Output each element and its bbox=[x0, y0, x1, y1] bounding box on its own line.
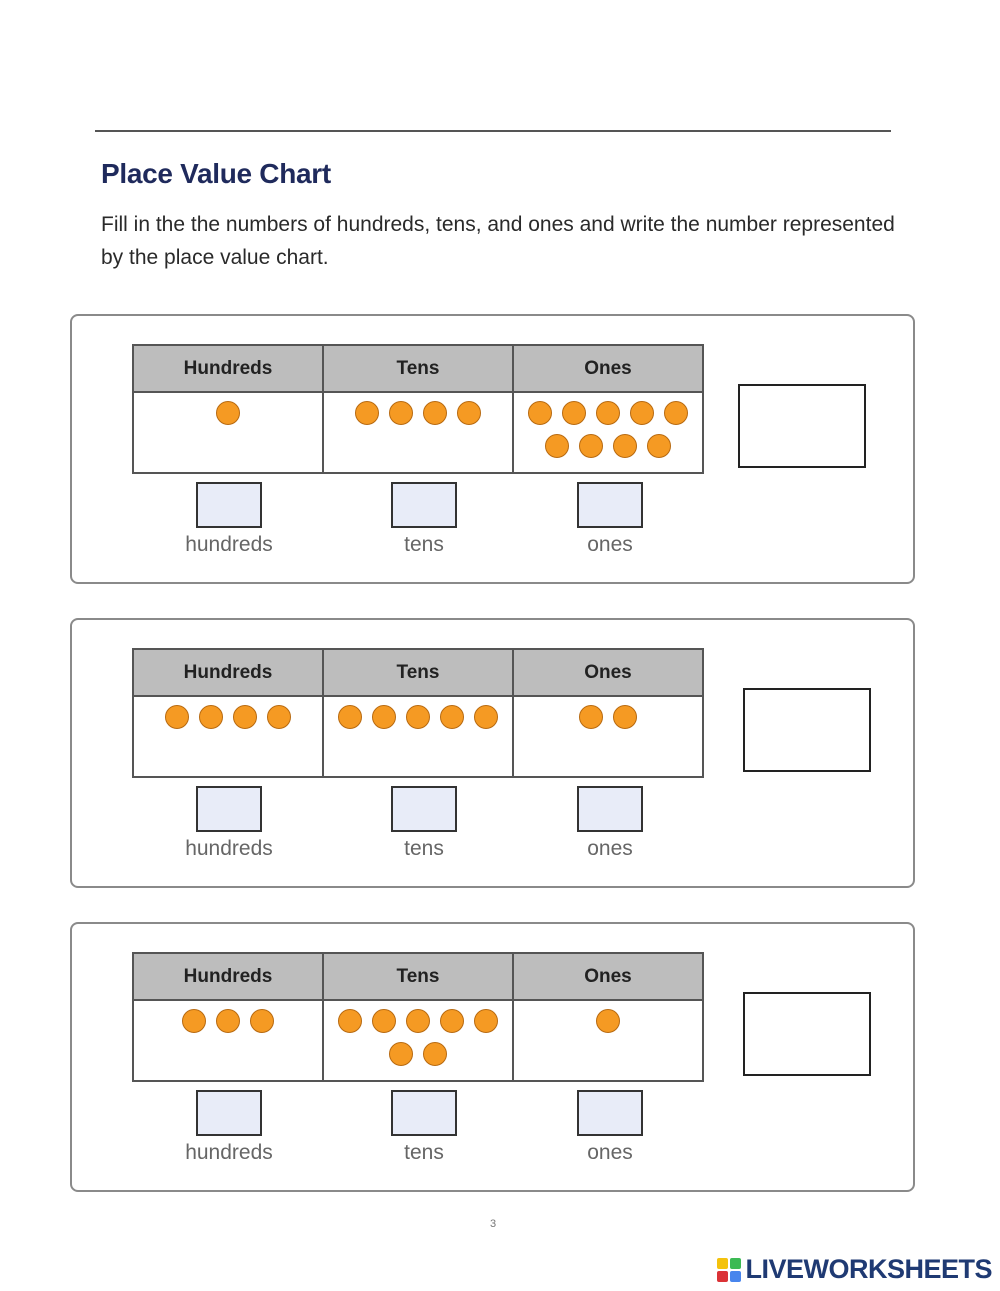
hundreds-label: hundreds bbox=[185, 1141, 273, 1164]
column-header-ones: Ones bbox=[514, 650, 702, 697]
counter-dot bbox=[267, 705, 291, 729]
tens-dots bbox=[324, 1001, 512, 1080]
counter-dot bbox=[406, 1009, 430, 1033]
top-divider bbox=[95, 130, 891, 132]
hundreds-column bbox=[134, 346, 322, 472]
place-value-table bbox=[132, 344, 704, 474]
ones-label: ones bbox=[587, 837, 633, 860]
counter-dot bbox=[250, 1009, 274, 1033]
counter-dot bbox=[545, 434, 569, 458]
tens-label: tens bbox=[404, 533, 444, 556]
brand-name: LIVEWORKSHEETS bbox=[745, 1254, 992, 1284]
counter-dot bbox=[596, 1009, 620, 1033]
liveworksheets-icon bbox=[717, 1258, 741, 1282]
ones-dots bbox=[514, 393, 702, 472]
counter-dot bbox=[233, 705, 257, 729]
counter-dot bbox=[647, 434, 671, 458]
counter-dot bbox=[199, 705, 223, 729]
hundreds-dots bbox=[134, 393, 322, 472]
number-answer-box[interactable] bbox=[743, 992, 871, 1076]
counter-dot bbox=[664, 401, 688, 425]
hundreds-input-box[interactable] bbox=[196, 482, 262, 528]
counter-dot bbox=[562, 401, 586, 425]
problem-card-3 bbox=[70, 922, 915, 1192]
counter-dot bbox=[579, 434, 603, 458]
counter-dot bbox=[474, 705, 498, 729]
ones-dots bbox=[514, 697, 702, 776]
counter-dot bbox=[389, 1042, 413, 1066]
hundreds-dots bbox=[134, 697, 322, 776]
counter-dot bbox=[372, 1009, 396, 1033]
ones-input-box[interactable] bbox=[577, 1090, 643, 1136]
ones-column bbox=[512, 650, 702, 776]
hundreds-input-box[interactable] bbox=[196, 786, 262, 832]
hundreds-column bbox=[134, 650, 322, 776]
hundreds-label: hundreds bbox=[185, 533, 273, 556]
logo-square bbox=[730, 1258, 741, 1269]
column-header-tens: Tens bbox=[324, 650, 512, 697]
ones-column bbox=[512, 346, 702, 472]
counter-dot bbox=[338, 705, 362, 729]
tens-label: tens bbox=[404, 837, 444, 860]
page-number: 3 bbox=[489, 1218, 497, 1230]
ones-column bbox=[512, 954, 702, 1080]
hundreds-dots bbox=[134, 1001, 322, 1080]
column-header-tens: Tens bbox=[324, 346, 512, 393]
logo-square bbox=[717, 1271, 728, 1282]
counter-dot bbox=[423, 401, 447, 425]
column-header-tens: Tens bbox=[324, 954, 512, 1001]
counter-dot bbox=[596, 401, 620, 425]
hundreds-input-box[interactable] bbox=[196, 1090, 262, 1136]
page-title: Place Value Chart bbox=[101, 158, 331, 189]
number-answer-box[interactable] bbox=[743, 688, 871, 772]
tens-dots bbox=[324, 697, 512, 776]
counter-dot bbox=[372, 705, 396, 729]
problem-card-2 bbox=[70, 618, 915, 888]
ones-label: ones bbox=[587, 533, 633, 556]
counter-dot bbox=[579, 705, 603, 729]
logo-square bbox=[730, 1271, 741, 1282]
counter-dot bbox=[474, 1009, 498, 1033]
counter-dot bbox=[457, 401, 481, 425]
tens-column bbox=[322, 954, 512, 1080]
tens-label: tens bbox=[404, 1141, 444, 1164]
number-answer-box[interactable] bbox=[738, 384, 866, 468]
column-header-hundreds: Hundreds bbox=[134, 346, 322, 393]
counter-dot bbox=[338, 1009, 362, 1033]
hundreds-column bbox=[134, 954, 322, 1080]
place-value-table bbox=[132, 648, 704, 778]
ones-dots bbox=[514, 1001, 702, 1080]
column-header-hundreds: Hundreds bbox=[134, 650, 322, 697]
counter-dot bbox=[406, 705, 430, 729]
counter-dot bbox=[440, 705, 464, 729]
tens-input-box[interactable] bbox=[391, 482, 457, 528]
counter-dot bbox=[182, 1009, 206, 1033]
counter-dot bbox=[216, 1009, 240, 1033]
place-value-table bbox=[132, 952, 704, 1082]
logo-square bbox=[717, 1258, 728, 1269]
column-header-ones: Ones bbox=[514, 954, 702, 1001]
counter-dot bbox=[389, 401, 413, 425]
tens-column bbox=[322, 346, 512, 472]
counter-dot bbox=[165, 705, 189, 729]
brand-logo[interactable] bbox=[717, 1254, 992, 1285]
hundreds-label: hundreds bbox=[185, 837, 273, 860]
counter-dot bbox=[613, 434, 637, 458]
column-header-hundreds: Hundreds bbox=[134, 954, 322, 1001]
tens-input-box[interactable] bbox=[391, 1090, 457, 1136]
problem-card-1 bbox=[70, 314, 915, 584]
counter-dot bbox=[355, 401, 379, 425]
counter-dot bbox=[630, 401, 654, 425]
tens-input-box[interactable] bbox=[391, 786, 457, 832]
tens-column bbox=[322, 650, 512, 776]
counter-dot bbox=[613, 705, 637, 729]
counter-dot bbox=[423, 1042, 447, 1066]
counter-dot bbox=[216, 401, 240, 425]
counter-dot bbox=[528, 401, 552, 425]
ones-input-box[interactable] bbox=[577, 482, 643, 528]
counter-dot bbox=[440, 1009, 464, 1033]
instructions: Fill in the the numbers of hundreds, tens, and ones and write the number represented by the place value chart. bbox=[101, 213, 895, 269]
column-header-ones: Ones bbox=[514, 346, 702, 393]
tens-dots bbox=[324, 393, 512, 472]
ones-input-box[interactable] bbox=[577, 786, 643, 832]
ones-label: ones bbox=[587, 1141, 633, 1164]
